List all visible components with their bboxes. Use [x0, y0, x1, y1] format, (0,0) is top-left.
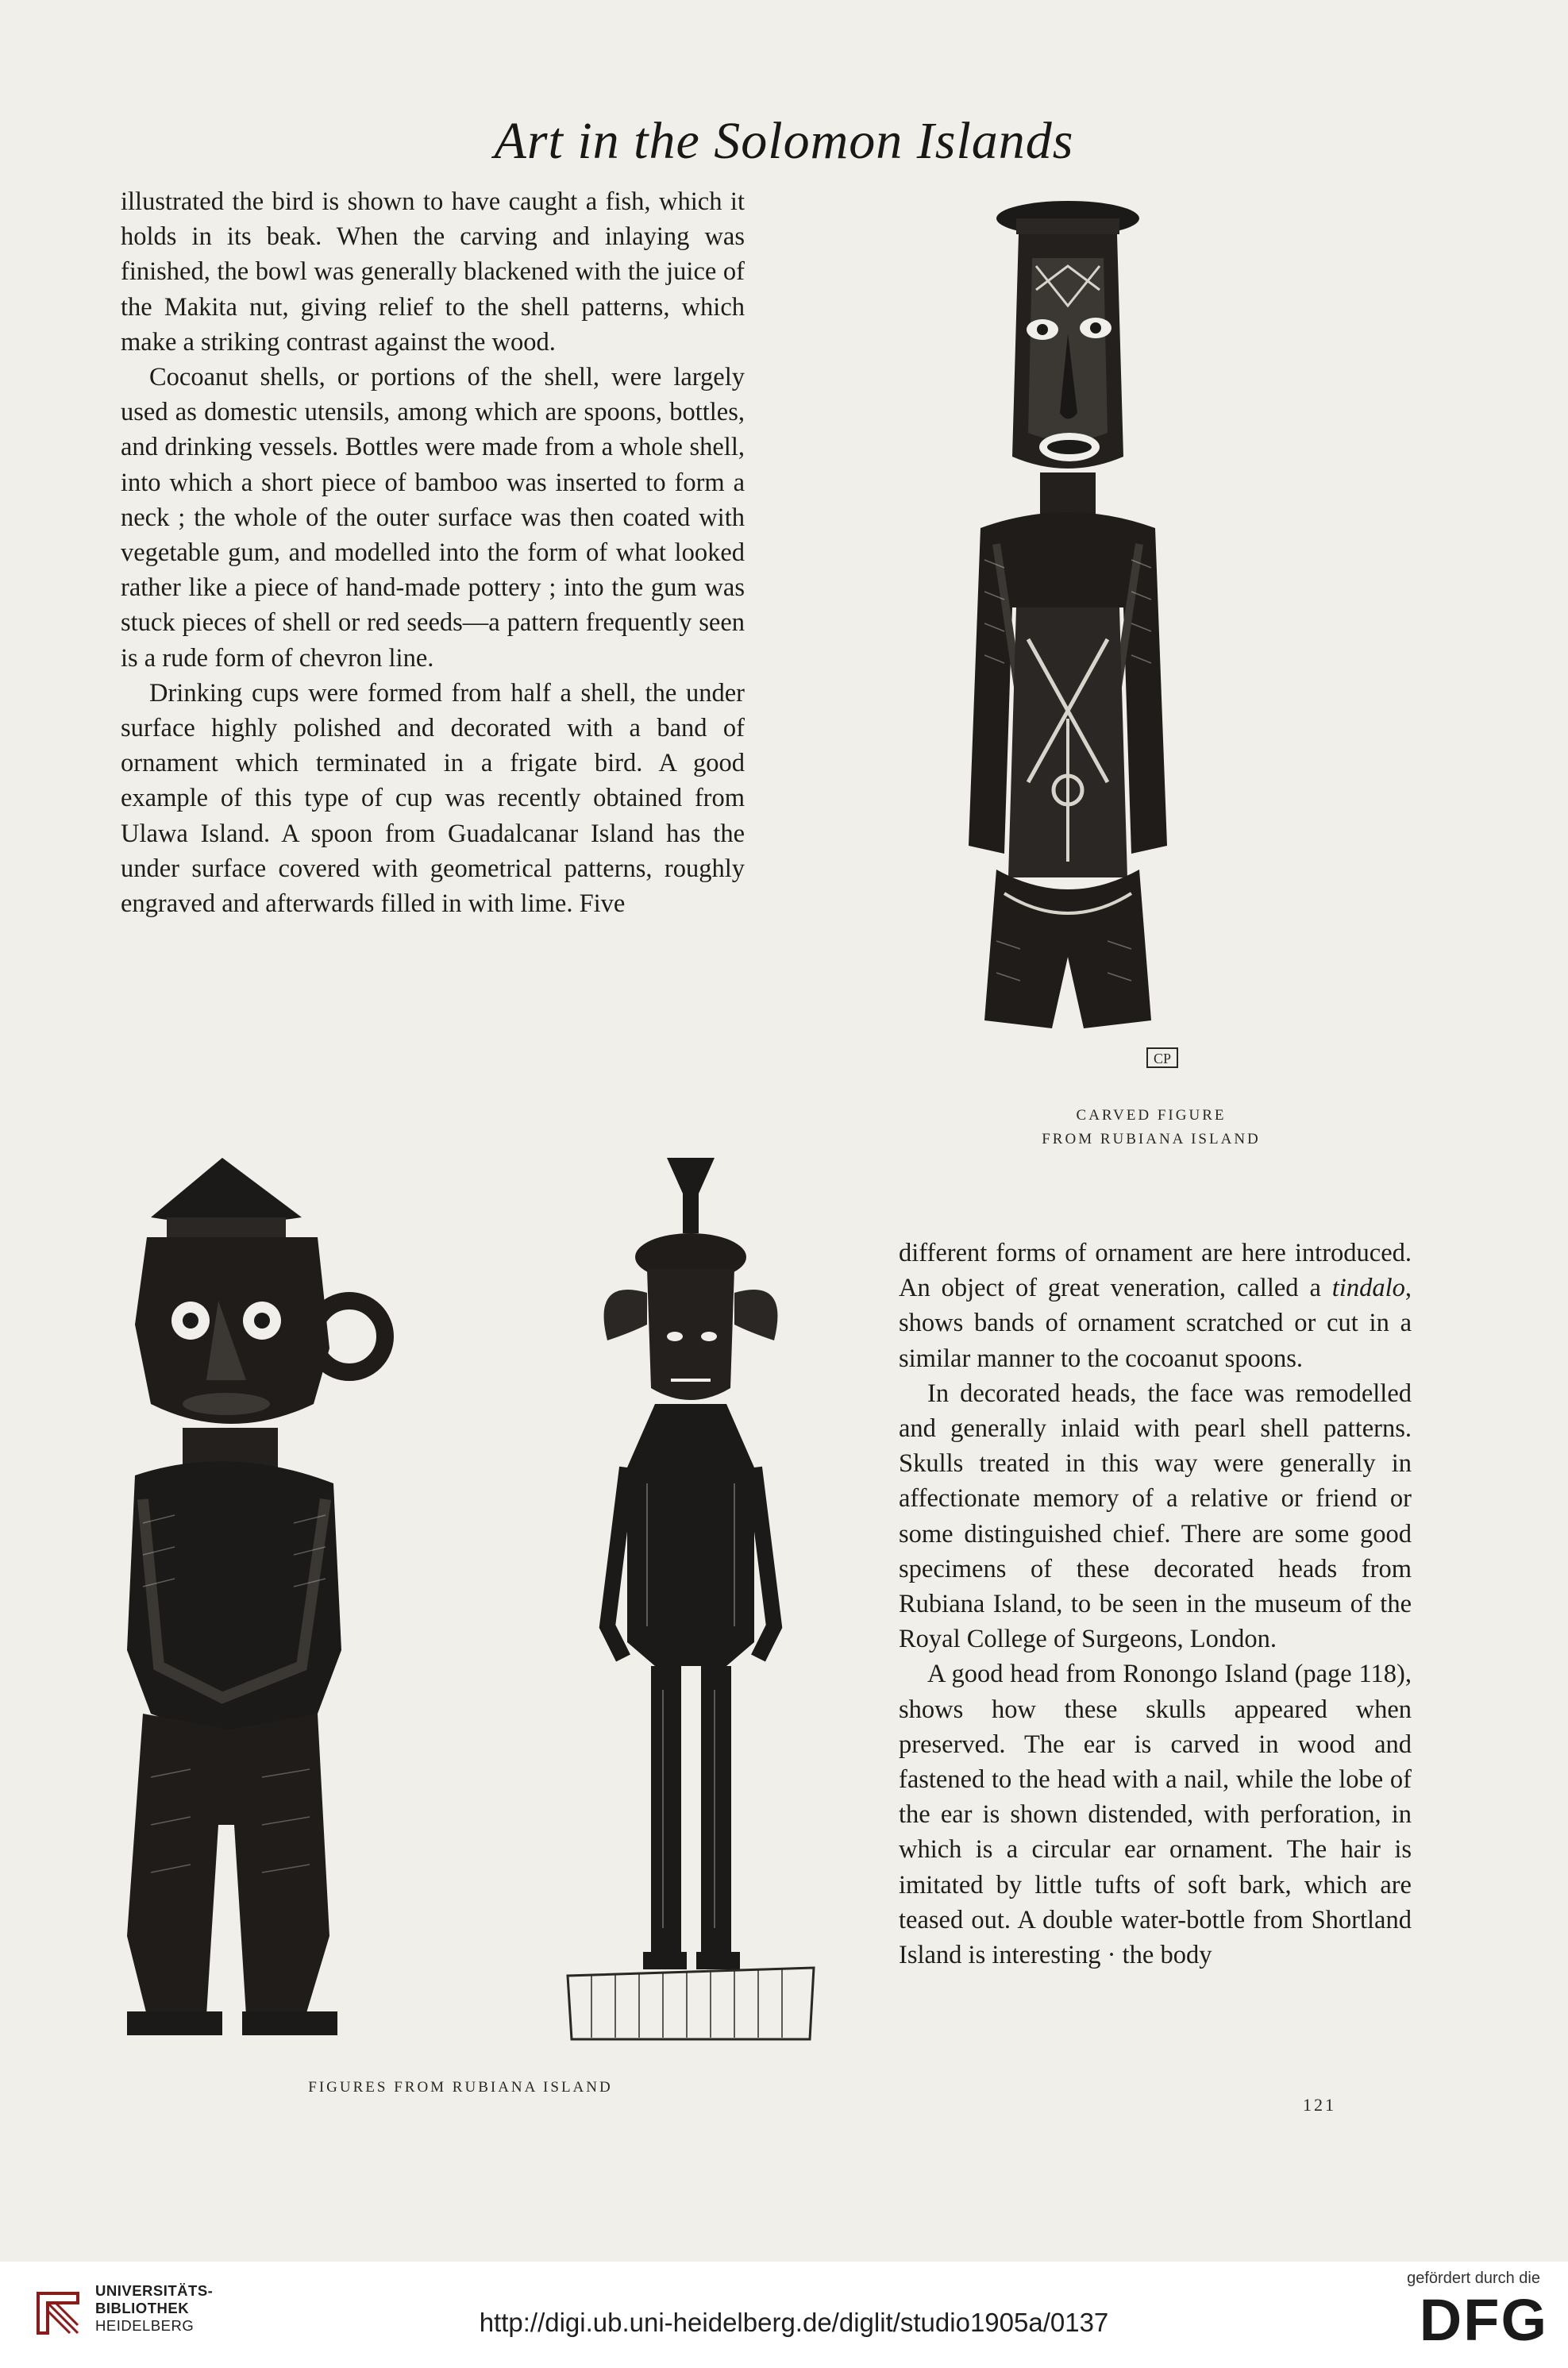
- text-run: , shows bands of ornament scratched or cut in a similar manner to the cocoanut spoons.: [899, 1274, 1412, 1373]
- left-column-text: [121, 184, 745, 921]
- dfg-logo: DFG: [1419, 2287, 1548, 2353]
- italic-term: tindalo: [1331, 1274, 1405, 1303]
- paragraph: [899, 1236, 1412, 1376]
- paragraph: A good head from Ronongo Island (page 118), shows how these skulls appeared when preserved. The ear is carved in wood and fastened to the head with a nail, while the lobe of the ear is shown distended, with perforation, in which is a circular ear ornament. The hair is imitated by little tufts of soft bark, which are teased out. A double water-bottle from Shortland Island is interesting · the body: [899, 1660, 1412, 1970]
- paragraph: Cocoanut shells, or portions of the shell, were largely used as domestic utensils, among which are spoons, bottles, and drinking vessels. Bottles were made from a whole shell, into which a short piece of bamboo was inserted to form a neck ; the whole of the outer surface was then coated with vegetable gum, and modelled into the form of what looked rather like a piece of hand-made pottery ; into the gum was stuck pieces of shell or red seeds—a pattern frequently seen is a rude form of chevron line.: [121, 363, 745, 673]
- caption-line: FROM RUBIANA ISLAND: [1042, 1131, 1261, 1147]
- figure-with-hat-illustration: [103, 1142, 429, 2055]
- monogram: CP: [1153, 1051, 1172, 1066]
- library-name: [95, 2282, 213, 2335]
- bottom-figures-caption: [143, 2076, 778, 2100]
- paragraph: illustrated the bird is shown to have caught a fish, which it holds in its beak. When the carving and inlaying was finished, the bowl was generally blackened with the juice of the Makita nut, giving relief to the shell patterns, which make a striking contrast against the wood.: [121, 187, 745, 357]
- library-name-line: UNIVERSITÄTS-: [95, 2282, 214, 2299]
- right-column-text: [899, 1236, 1412, 1973]
- library-name-line: HEIDELBERG: [95, 2317, 195, 2334]
- standing-figure-illustration: [560, 1150, 822, 2043]
- source-url-link[interactable]: http://digi.ub.uni-heidelberg.de/diglit/studio1905a/0137: [479, 2308, 1109, 2337]
- paragraph: Drinking cups were formed from half a shell, the under surface highly polished and decorated with a band of ornament which terminated in a frigate bird. A good example of this type of cup was recently obtained from Ulawa Island. A spoon from Guadalcanar Island has the under surface covered with geometrical patterns, roughly engraved and afterwards filled in with lime. Five: [121, 678, 745, 919]
- caption-line: FIGURES FROM RUBIANA ISLAND: [308, 2079, 613, 2096]
- text-run: different forms of ornament are here introduced. An object of great veneration, called a: [899, 1239, 1412, 1303]
- library-name-line: BIBLIOTHEK: [95, 2300, 190, 2316]
- carved-figure-illustration: [949, 195, 1187, 1092]
- caption-line: CARVED FIGURE: [1076, 1107, 1227, 1124]
- running-head: Art in the Solomon Islands: [494, 112, 1074, 170]
- library-logo-icon: [32, 2287, 84, 2339]
- top-figure-caption: [905, 1104, 1397, 1151]
- page-number: 121: [1303, 2095, 1336, 2115]
- paragraph: In decorated heads, the face was remodelled and generally inlaid with pearl shell patterns. Skulls treated in this way were generally in affectionate memory of a relative or friend or some distinguished chief. There are some good specimens of these decorated heads from Rubiana Island, to be seen in the museum of the Royal College of Surgeons, London.: [899, 1379, 1412, 1654]
- funded-by-text: gefördert durch die: [1407, 2270, 1540, 2287]
